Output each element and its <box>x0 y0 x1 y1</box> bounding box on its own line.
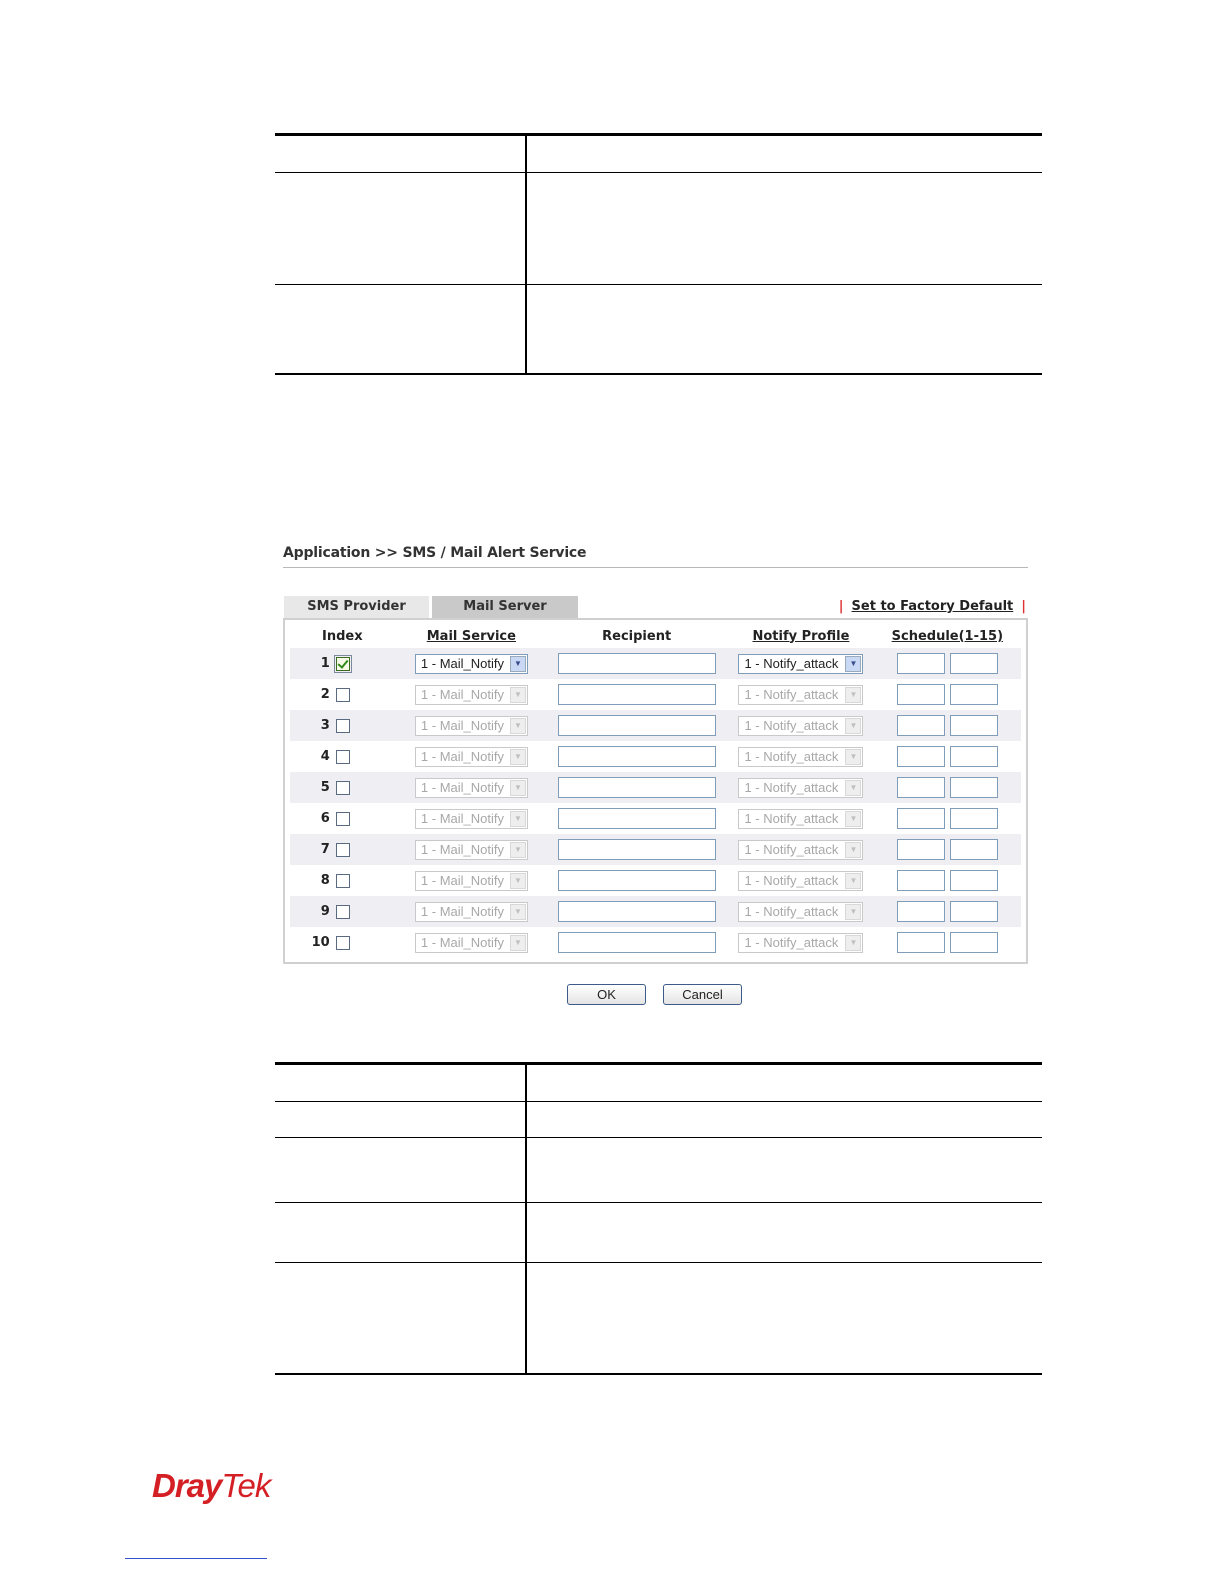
schedule-input-2[interactable] <box>950 901 998 922</box>
notify-profile-value: 1 - Notify_attack <box>744 873 839 888</box>
schedule-input-1[interactable] <box>897 777 945 798</box>
header-recipient: Recipient <box>602 628 672 644</box>
schedule-cell <box>874 808 1021 829</box>
header-index: Index <box>322 628 363 644</box>
row-index-number: 2 <box>320 687 330 702</box>
notify-profile-select[interactable] <box>738 902 863 922</box>
chevron-down-icon: ▼ <box>845 811 861 827</box>
notify-profile-cell <box>728 685 873 705</box>
recipient-input[interactable] <box>558 715 716 736</box>
recipient-input[interactable] <box>558 808 716 829</box>
schedule-cell <box>874 777 1021 798</box>
mail-service-value: 1 - Mail_Notify <box>420 811 504 826</box>
notify-profile-value: 1 - Notify_attack <box>744 842 839 857</box>
recipient-input[interactable] <box>558 746 716 767</box>
mail-service-select[interactable] <box>415 778 528 798</box>
mail-service-cell <box>398 933 545 953</box>
notify-profile-cell <box>728 716 873 736</box>
mail-service-cell <box>398 840 545 860</box>
schedule-cell <box>874 932 1021 953</box>
enable-checkbox[interactable] <box>336 657 350 671</box>
row-index <box>290 749 398 764</box>
doc-table-row <box>275 1102 1042 1138</box>
recipient-input[interactable] <box>558 839 716 860</box>
chevron-down-icon: ▼ <box>845 656 861 672</box>
header-notify-profile[interactable]: Notify Profile <box>752 628 850 644</box>
mail-alert-panel <box>283 545 1028 1002</box>
schedule-cell <box>874 684 1021 705</box>
enable-checkbox[interactable] <box>336 936 350 950</box>
mail-service-cell <box>398 902 545 922</box>
doc-table-row <box>275 1203 1042 1263</box>
table-row <box>290 679 1021 710</box>
enable-checkbox[interactable] <box>336 781 350 795</box>
recipient-input[interactable] <box>558 901 716 922</box>
chevron-down-icon: ▼ <box>510 842 526 858</box>
mail-service-cell <box>398 747 545 767</box>
mail-service-cell <box>398 871 545 891</box>
recipient-cell <box>545 684 728 705</box>
notify-profile-cell <box>728 778 873 798</box>
recipient-cell <box>545 746 728 767</box>
row-index-number: 5 <box>320 780 330 795</box>
notify-profile-select[interactable] <box>738 716 863 736</box>
recipient-input[interactable] <box>558 932 716 953</box>
schedule-cell <box>874 839 1021 860</box>
row-index-number: 9 <box>320 904 330 919</box>
schedule-input-2[interactable] <box>950 777 998 798</box>
table-header <box>290 624 1021 648</box>
schedule-input-2[interactable] <box>950 870 998 891</box>
row-index-number: 10 <box>311 935 330 950</box>
schedule-input-2[interactable] <box>950 715 998 736</box>
schedule-input-2[interactable] <box>950 808 998 829</box>
doc-table-header-row <box>275 1064 1042 1102</box>
table-row <box>290 648 1021 679</box>
mail-service-value: 1 - Mail_Notify <box>420 749 504 764</box>
recipient-cell <box>545 870 728 891</box>
mail-service-select[interactable] <box>415 716 528 736</box>
row-index-number: 7 <box>320 842 330 857</box>
mail-service-select[interactable] <box>415 871 528 891</box>
mail-service-cell <box>398 716 545 736</box>
enable-checkbox[interactable] <box>336 874 350 888</box>
ok-button[interactable]: OK <box>567 984 646 1005</box>
row-index <box>290 935 398 950</box>
enable-checkbox[interactable] <box>336 843 350 857</box>
recipient-input[interactable] <box>558 684 716 705</box>
notify-profile-cell <box>728 840 873 860</box>
schedule-input-1[interactable] <box>897 839 945 860</box>
schedule-input-2[interactable] <box>950 684 998 705</box>
table-row <box>290 834 1021 865</box>
table-row <box>290 865 1021 896</box>
tab-mail-server[interactable]: Mail Server <box>432 596 578 618</box>
tab-bar <box>283 596 1028 618</box>
row-index-number: 4 <box>320 749 330 764</box>
chevron-down-icon: ▼ <box>845 749 861 765</box>
schedule-input-1[interactable] <box>897 684 945 705</box>
separator: | <box>1021 599 1026 614</box>
tab-sms-provider[interactable]: SMS Provider <box>284 596 429 618</box>
table-row <box>290 927 1021 958</box>
notify-profile-value: 1 - Notify_attack <box>744 718 839 733</box>
factory-default-area <box>831 599 1026 614</box>
chevron-down-icon: ▼ <box>845 718 861 734</box>
notify-profile-select[interactable] <box>738 840 863 860</box>
recipient-cell <box>545 715 728 736</box>
notify-profile-value: 1 - Notify_attack <box>744 811 839 826</box>
chevron-down-icon: ▼ <box>510 656 526 672</box>
row-index-number: 3 <box>320 718 330 733</box>
recipient-input[interactable] <box>558 870 716 891</box>
mail-service-select[interactable] <box>415 902 528 922</box>
doc-table-row <box>275 173 1042 285</box>
mail-service-value: 1 - Mail_Notify <box>420 873 504 888</box>
mail-service-cell <box>398 809 545 829</box>
chevron-down-icon: ▼ <box>510 873 526 889</box>
mail-service-cell <box>398 685 545 705</box>
mail-service-cell <box>398 778 545 798</box>
table-row <box>290 803 1021 834</box>
row-index <box>290 904 398 919</box>
recipient-input[interactable] <box>558 653 716 674</box>
notify-profile-select[interactable] <box>738 685 863 705</box>
table-body <box>290 648 1021 958</box>
schedule-input-2[interactable] <box>950 746 998 767</box>
mail-service-value: 1 - Mail_Notify <box>420 780 504 795</box>
chevron-down-icon: ▼ <box>510 780 526 796</box>
chevron-down-icon: ▼ <box>845 935 861 951</box>
notify-profile-select[interactable] <box>738 778 863 798</box>
notify-profile-cell <box>728 654 873 674</box>
notify-profile-value: 1 - Notify_attack <box>744 904 839 919</box>
notify-profile-select[interactable] <box>738 871 863 891</box>
doc-table-row <box>275 1263 1042 1375</box>
notify-profile-value: 1 - Notify_attack <box>744 749 839 764</box>
chevron-down-icon: ▼ <box>845 904 861 920</box>
chevron-down-icon: ▼ <box>510 687 526 703</box>
notify-profile-cell <box>728 747 873 767</box>
mail-service-value: 1 - Mail_Notify <box>420 656 504 671</box>
separator: | <box>838 599 844 614</box>
schedule-input-1[interactable] <box>897 808 945 829</box>
notify-profile-cell <box>728 933 873 953</box>
cancel-button[interactable]: Cancel <box>663 984 742 1005</box>
enable-checkbox[interactable] <box>336 750 350 764</box>
set-factory-default-link[interactable]: Set to Factory Default <box>851 599 1014 614</box>
notify-profile-select[interactable] <box>738 654 863 674</box>
recipient-cell <box>545 901 728 922</box>
upper-doc-table <box>275 133 1042 375</box>
row-index <box>290 842 398 857</box>
row-index-number: 8 <box>320 873 330 888</box>
row-index-number: 1 <box>320 656 330 671</box>
enable-checkbox[interactable] <box>336 812 350 826</box>
notify-profile-cell <box>728 871 873 891</box>
draytek-logo <box>152 1467 270 1505</box>
schedule-input-1[interactable] <box>897 746 945 767</box>
schedule-input-1[interactable] <box>897 901 945 922</box>
schedule-cell <box>874 653 1021 674</box>
row-index <box>290 656 398 671</box>
chevron-down-icon: ▼ <box>845 687 861 703</box>
notify-profile-value: 1 - Notify_attack <box>744 656 839 671</box>
notify-profile-value: 1 - Notify_attack <box>744 935 839 950</box>
header-schedule[interactable]: Schedule(1-15) <box>891 628 1004 644</box>
schedule-input-2[interactable] <box>950 839 998 860</box>
mail-service-value: 1 - Mail_Notify <box>420 718 504 733</box>
chevron-down-icon: ▼ <box>510 904 526 920</box>
mail-service-select[interactable] <box>415 933 528 953</box>
mail-service-select[interactable] <box>415 685 528 705</box>
button-bar <box>567 984 742 1005</box>
enable-checkbox[interactable] <box>336 688 350 702</box>
recipient-cell <box>545 653 728 674</box>
notify-profile-value: 1 - Notify_attack <box>744 780 839 795</box>
schedule-input-1[interactable] <box>897 870 945 891</box>
notify-profile-value: 1 - Notify_attack <box>744 687 839 702</box>
chevron-down-icon: ▼ <box>510 811 526 827</box>
doc-table-row <box>275 285 1042 375</box>
table-row <box>290 710 1021 741</box>
row-index <box>290 780 398 795</box>
recipient-cell <box>545 839 728 860</box>
row-index <box>290 873 398 888</box>
recipient-cell <box>545 932 728 953</box>
logo-part-tek: Tek <box>221 1467 271 1504</box>
mail-server-table <box>283 618 1028 964</box>
chevron-down-icon: ▼ <box>845 873 861 889</box>
mail-service-value: 1 - Mail_Notify <box>420 935 504 950</box>
enable-checkbox[interactable] <box>336 719 350 733</box>
schedule-input-1[interactable] <box>897 653 945 674</box>
chevron-down-icon: ▼ <box>510 749 526 765</box>
table-row <box>290 741 1021 772</box>
footer-rule <box>125 1558 267 1559</box>
row-index <box>290 718 398 733</box>
lower-doc-table <box>275 1062 1042 1375</box>
schedule-input-2[interactable] <box>950 932 998 953</box>
mail-service-select[interactable] <box>415 747 528 767</box>
notify-profile-cell <box>728 902 873 922</box>
table-row <box>290 772 1021 803</box>
schedule-input-1[interactable] <box>897 932 945 953</box>
enable-checkbox[interactable] <box>336 905 350 919</box>
logo-part-dray: Dray <box>152 1467 222 1504</box>
schedule-input-2[interactable] <box>950 653 998 674</box>
notify-profile-select[interactable] <box>738 747 863 767</box>
notify-profile-select[interactable] <box>738 933 863 953</box>
doc-table-row <box>275 1138 1042 1203</box>
schedule-cell <box>874 901 1021 922</box>
notify-profile-cell <box>728 809 873 829</box>
chevron-down-icon: ▼ <box>510 935 526 951</box>
mail-service-select[interactable] <box>415 840 528 860</box>
breadcrumb: Application >> SMS / Mail Alert Service <box>283 545 1028 568</box>
notify-profile-select[interactable] <box>738 809 863 829</box>
chevron-down-icon: ▼ <box>845 842 861 858</box>
schedule-input-1[interactable] <box>897 715 945 736</box>
chevron-down-icon: ▼ <box>845 780 861 796</box>
mail-service-select[interactable] <box>415 809 528 829</box>
mail-service-value: 1 - Mail_Notify <box>420 842 504 857</box>
recipient-cell <box>545 777 728 798</box>
mail-service-select[interactable] <box>415 654 528 674</box>
mail-service-cell <box>398 654 545 674</box>
recipient-input[interactable] <box>558 777 716 798</box>
schedule-cell <box>874 870 1021 891</box>
doc-table-header-row <box>275 135 1042 173</box>
schedule-cell <box>874 746 1021 767</box>
row-index <box>290 811 398 826</box>
schedule-cell <box>874 715 1021 736</box>
chevron-down-icon: ▼ <box>510 718 526 734</box>
row-index-number: 6 <box>320 811 330 826</box>
table-row <box>290 896 1021 927</box>
header-mail-service[interactable]: Mail Service <box>426 628 516 644</box>
mail-service-value: 1 - Mail_Notify <box>420 904 504 919</box>
mail-service-value: 1 - Mail_Notify <box>420 687 504 702</box>
row-index <box>290 687 398 702</box>
recipient-cell <box>545 808 728 829</box>
